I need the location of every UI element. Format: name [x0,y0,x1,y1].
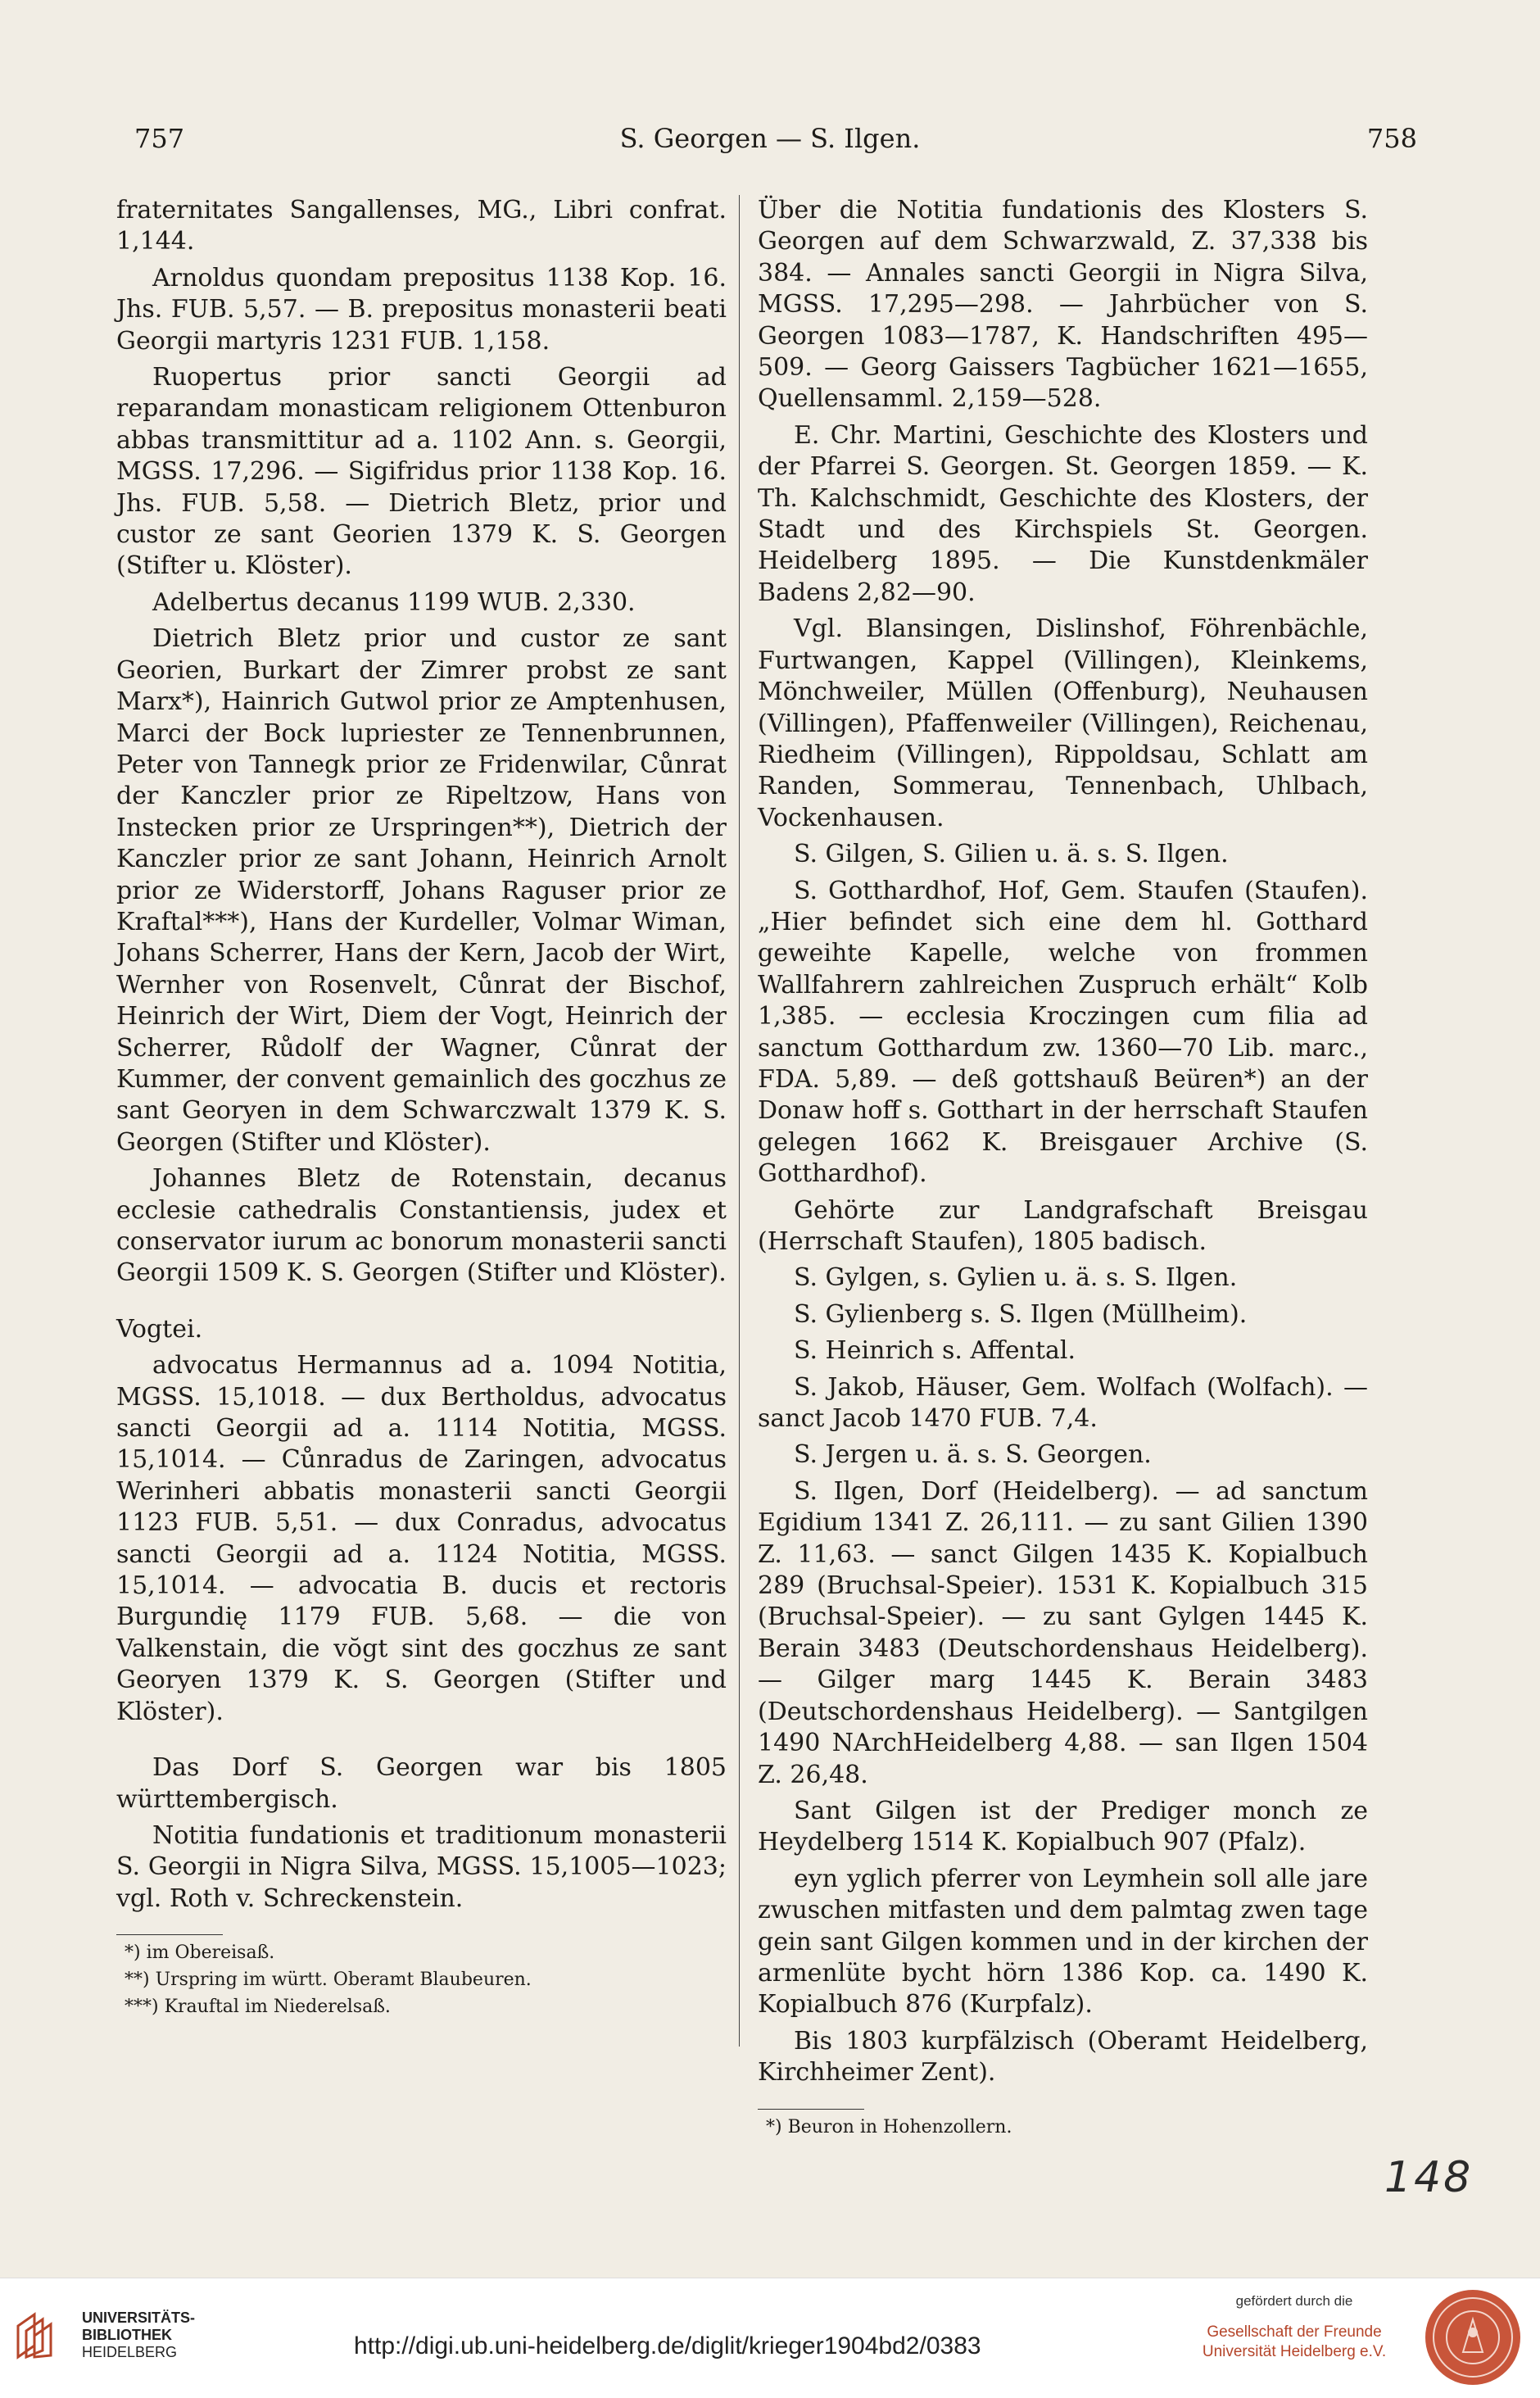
footnote: **) Urspring im württ. Oberamt Blaubeuren. [125,1970,532,1991]
paragraph: Bis 1803 kurpfälzisch (Oberamt Heidelberg, Kirchheimer Zent). [758,2026,1368,2087]
footnote: *) Beuron in Hohenzollern. [766,2116,1012,2137]
left-column [116,195,727,2023]
entry-jakob: S. Jakob, Häuser, Gem. Wolfach (Wolfach). — sanct Jacob 1470 FUB. 7,4. [758,1372,1368,1434]
page-header [123,123,1417,162]
permalink-url[interactable]: http://digi.ub.uni-heidelberg.de/diglit/krieger1904bd2/0383 [354,2332,981,2359]
footnote-rule [758,2109,864,2110]
university-library-name: UNIVERSITÄTS- BIBLIOTHEK HEIDELBERG [82,2310,196,2360]
page-number-right: 758 [1366,123,1417,154]
paragraph: Adelbertus decanus 1199 WUB. 2,330. [152,587,636,617]
section-heading: Vogtei. [116,1314,203,1344]
paragraph: Das Dorf S. Georgen war bis 1805 württembergisch. [116,1753,727,1814]
entry-gilgen: S. Gilgen, S. Gilien u. ä. s. S. Ilgen. [794,840,1229,869]
right-column [758,195,1368,2143]
university-library-logo-icon [13,2310,66,2362]
sponsor-credit: gefördert durch die Gesellschaft der Freunde Universität Heidelberg e.V. [1202,2293,1387,2360]
footnote: *) im Obereisaß. [125,1942,275,1964]
footnote-rule [116,1934,223,1935]
running-title: S. Georgen — S. Ilgen. [619,123,921,154]
page-number-left: 757 [134,123,185,154]
paragraph: Ruopertus prior sancti Georgii ad reparandam monasticam religionem Ottenburon abbas transmittitur ad a. 1102 Ann. s. Georgii, MGSS. 17,296. — Sigifridus prior 1138 Kop. 16. Jhs. FUB. 5,58. — Dietrich Bletz, prior und custor ze sant Georien 1379 K. S. Georgen (Stifter u. Klöster). [116,363,727,581]
paragraph: Dietrich Bletz prior und custor ze sant Georien, Burkart der Zimrer probst ze sant Marx*), Hainrich Gutwol prior ze Amptenhusen, Marci der Bock lupriester ze Tennenbrunnen, Peter von Tannegk prior ze Fridenwilar, Cůnrat der Kanczler prior ze Ripeltzow, Hans von Instecken prior ze Urspringen**), Dietrich der Kanczler prior ze sant Johann, Heinrich Arnolt prior ze Widerstorff, Johans Raguser prior ze Kraftal***), Hans der Kurdeller, Volmar Wiman, Johans Scherrer, Hans der Kern, Jacob der Wirt, Wernher von Rosenvelt, Cůnrat der Bischof, Heinrich der Wirt, Diem der Vogt, Heinrich der Scherrer, Růdolf der Wagner, Cůnrat der Kummer, der convent gemainlich des goczhus ze sant Georyen in dem Schwarczwalt 1379 K. S. Georgen (Stifter und Klöster). [116,624,727,1157]
viewer-footer [0,2278,1540,2398]
column-divider [739,195,740,2047]
paragraph: fraternitates Sangallenses, MG., Libri confrat. 1,144. [116,196,727,256]
entry-heinrich: S. Heinrich s. Affental. [794,1336,1076,1366]
entry-gotthardhof: S. Gotthardhof, Hof, Gem. Staufen (Staufen). „Hier befindet sich eine dem hl. Gotthard geweihte Kapelle, welche von frommen Wallfahrern zahlreichen Zuspruch erhält“ Kolb 1,385. — ecclesia Kroczingen cum filia ad sanctum Gotthardum zw. 1360—70 Lib. marc., FDA. 5,89. — deß gottshauß Beüren*) an der Donaw hoff s. Gotthart in der herrschaft Staufen gelegen 1662 K. Breisgauer Archive (S. Gotthardhof). [758,876,1368,1189]
paragraph: Johannes Bletz de Rotenstain, decanus ecclesie cathedralis Constantiensis, judex et conservator iurum ac bonorum monasterii sancti Georgii 1509 K. S. Georgen (Stifter und Klöster). [116,1164,727,1288]
entry-gylgen: S. Gylgen, s. Gylien u. ä. s. S. Ilgen. [794,1263,1238,1293]
paragraph: Gehörte zur Landgrafschaft Breisgau (Herrschaft Staufen), 1805 badisch. [758,1195,1368,1256]
entry-ilgen: S. Ilgen, Dorf (Heidelberg). — ad sanctum Egidium 1341 Z. 26,111. — zu sant Gilien 1390 Z. 11,63. — sanct Gilgen 1435 K. Kopialbuch 289 (Bruchsal-Speier). 1531 K. Kopialbuch 315 (Bruchsal-Speier). — zu sant Gylgen 1445 K. Berain 3483 (Deutschordenshaus Heidelberg). — Gilger marg 1445 K. Berain 3483 (Deutschordenshaus Heidelberg). — Santgilgen 1490 NArchHeidelberg 4,88. — san Ilgen 1504 Z. 26,48. [758,1476,1368,1789]
entry-jergen: S. Jergen u. ä. s. S. Georgen. [794,1440,1152,1470]
university-seal-icon [1422,2287,1524,2388]
paragraph: Notitia fundationis et traditionum monasterii S. Georgii in Nigra Silva, MGSS. 15,1005—1023; vgl. Roth v. Schreckenstein. [116,1820,727,1913]
paragraph: advocatus Hermannus ad a. 1094 Notitia, MGSS. 15,1018. — dux Bertholdus, advocatus sancti Georgii ad a. 1114 Notitia, MGSS. 15,1014. — Cůnradus de Zaringen, advocatus Werinheri abbatis monasterii sancti Georgii 1123 FUB. 5,51. — dux Conradus, advocatus sancti Georgii ad a. 1124 Notitia, MGSS. 15,1014. — advocatia B. ducis et rectoris Burgundię 1179 FUB. 5,68. — die von Valkenstain, die vŏgt sint des goczhus ze sant Georyen 1379 K. S. Georgen (Stifter und Klöster). [116,1351,727,1726]
paragraph: Arnoldus quondam prepositus 1138 Kop. 16. Jhs. FUB. 5,57. — B. prepositus monasterii beati Georgii martyris 1231 FUB. 1,158. [116,263,727,356]
handwritten-margin-note: 148 [1384,2153,1474,2202]
paragraph: eyn yglich pferrer von Leymhein soll alle jare zwuschen mitfasten und dem palmtag zwen tage gein sant Gilgen kommen und in der kirchen der armenlüte bycht hörn 1386 Kop. ca. 1490 K. Kopialbuch 876 (Kurpfalz). [758,1864,1368,2019]
paragraph: E. Chr. Martini, Geschichte des Klosters und der Pfarrei S. Georgen. St. Georgen 1859. — K. Th. Kalchschmidt, Geschichte des Klosters, der Stadt und des Kirchspiels St. Georgen. Heidelberg 1895. — Die Kunstdenkmäler Badens 2,82—90. [758,420,1368,607]
footnote: ***) Krauftal im Niederelsaß. [125,1997,391,2018]
entry-gylienberg: S. Gylienberg s. S. Ilgen (Müllheim). [794,1299,1248,1329]
paragraph: Sant Gilgen ist der Prediger monch ze Heydelberg 1514 K. Kopialbuch 907 (Pfalz). [758,1796,1368,1857]
paragraph: Vgl. Blansingen, Dislinshof, Föhrenbächle, Furtwangen, Kappel (Villingen), Kleinkems, Mönchweiler, Müllen (Offenburg), Neuhausen (Villingen), Pfaffenweiler (Villingen), Reichenau, Riedheim (Villingen), Rippoldsau, Schlatt am Randen, Sommerau, Tennenbach, Uhlbach, Vockenhausen. [758,614,1368,832]
paragraph: Über die Notitia fundationis des Klosters S. Georgen auf dem Schwarzwald, Z. 37,338 bis 384. — Annales sancti Georgii in Nigra Silva, MGSS. 17,295—298. — Jahrbücher von S. Georgen 1083—1787, K. Handschriften 495—509. — Georg Gaissers Tagbücher 1621—1655, Quellensamml. 2,159—528. [758,196,1368,414]
